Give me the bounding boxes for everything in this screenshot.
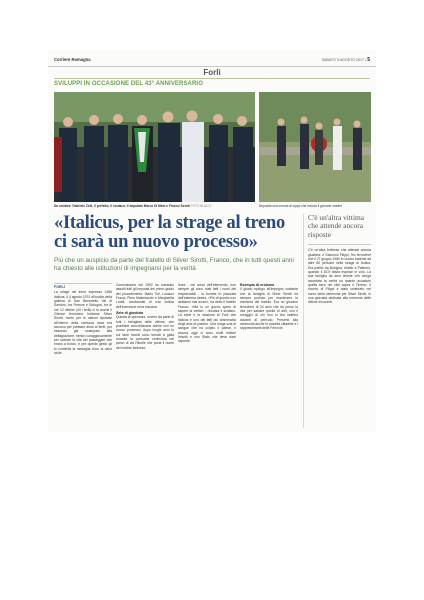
section-divider: [54, 78, 370, 79]
column-4-text: Il giusto epilogo all'impegno costante che la famiglia di Silver Sirotti ha sempre profuso per mantenere la memoria del fratello. Era un giovane ferroviere di 24 anni che ha perso la vita per salvare quella di altri, con il coraggio di chi non si tira indietro davanti al pericolo. Presenti alla cerimonia anche le autorità cittadine e i rappresentanti delle Ferrovie.: [240, 287, 298, 331]
photo-credit: FOTO BLACO: [190, 204, 212, 208]
sidebar-box: [303, 214, 371, 428]
article-byline: FORLÌ: [54, 283, 112, 289]
article-column-3: [178, 283, 236, 428]
date-text: SABATO 5 AGOSTO 2017: [321, 58, 364, 62]
group-photo: [54, 92, 255, 202]
column-4-subhead: Esempio di eroismo: [240, 283, 275, 287]
newspaper-page: [48, 50, 376, 432]
column-1-text: La strage nel treno espresso 1486 Italicus, il 4 agosto 1974 all'uscita della galleria di San Benedetto Val di Sambro, tra Firenze e Bologna, tra le ore 12 vittime (44 i feriti) ci fu anche il 24enne ferroviere forlivese Silver Sirotti, morto per le ustioni riportate all'interno della carrozza dove era accorso per prestare aiuto ai feriti: pur essendo già scampato alla deflagrazione, rientrò coraggiosamente per salvare la vita dei passeggeri che erano a bordo, e per questo gesto gli fu conferita la medaglia d'oro al valor civile.: [54, 290, 112, 356]
article-column-2: [116, 283, 174, 428]
page-number: 5: [367, 57, 370, 63]
sidebar-title: C'è un'altra vittima che attende ancora risposte: [308, 213, 365, 239]
group-photo-illustration: [54, 92, 255, 202]
publication-name: Corriere Romagna: [54, 57, 91, 62]
article-subtitle: Più che un auspicio da parte del fratello di Silver Sirotti, Franco, che in tutti questi anni ha chiesto alle istituzioni di impegnarsi per la verità: [54, 257, 294, 272]
column-2-text: Commissione nel 1992 ha mandato assolti tutti gli imputati del primo grado del procedimento: Mario Tuti, Luciano Franci, Piero Malentacchi e Margherita Luddi, condannati di una cellula dell'eversione nera toscana.: [116, 283, 174, 309]
article-body: [54, 283, 299, 428]
wreath-photo-illustration: [259, 92, 371, 202]
right-photo-caption: Deposita una corona al cippo che ricorda il giovane martire: [259, 204, 343, 208]
column-2-subhead: Sete di giustizia: [116, 311, 144, 316]
left-photo-caption: Da sinistra: Gabriele Zelli, il prefetto, il sindaco, il deputato Marco Di Maio e Franco Sirotti FOTO BLACO: [54, 204, 212, 208]
section-title: Forlì: [203, 68, 221, 77]
sidebar-body: C'è un'altra forlivese che attende ancora giustizia: è Giacomo Filippi, l'ex ferroviere che il 27 giugno 1980 fu ucciso insieme ad altre 80 persone nella strage di Ustica. Era partito da Bologna, diretto a Palermo, quando il DC9 Itavia esplose in volo. La sua famiglia da anni chiede che venga accertata la verità su quanto accaduto quella sera nei cieli sopra il Tirreno. Il ricordo di Filippi è stato celebrato nel corso della cerimonia per Silver Sirotti, in una giornata dedicata alla memoria delle vittime innocenti.: [308, 244, 371, 304]
article-kicker: SVILUPPI IN OCCASIONE DEL 43° ANNIVERSARIO: [54, 81, 203, 87]
column-2b-text: Questa la speranza, ovvero da parte di tutti i famigliari delle vittime, che potrebbe concretizzarsi anche con un nuovo processo, dopo lunghi anni in cui tanti ricordi sono tornati a galla durante la consueta cerimonia nel parco di via Ribolle che porta il nome del martire forlivese.: [116, 315, 174, 350]
article-column-1: [54, 283, 112, 428]
page-date: SABATO 5 AGOSTO 2017 • 5: [321, 57, 370, 63]
wreath-photo: [259, 92, 371, 202]
article-headline: «Italicus, per la strage al treno ci sarà un nuovo processo»: [54, 213, 285, 252]
article-column-4: [240, 283, 298, 428]
page-header: [48, 54, 376, 67]
column-3-text: forze - nel corso dell'intervento, non sempre gli sono stati fatti i nomi dei responsabili - la bomba fu piazzata dall'estrema destra. «Più di questo non abbiamo mai avuto», ha detto il fratello Franco. «Ma io un giorno spero di sapere la verità» - rincalza il sindaco. La sede e la stazione di Forlì che Italicus è uno dei fatti più drammatici degli anni di piombo. Una lunga scia di sangue che ha colpito il paese, e ancora oggi ci sono molti misteri irrisolti e uno Stato che deve dare risposte.: [178, 283, 236, 344]
